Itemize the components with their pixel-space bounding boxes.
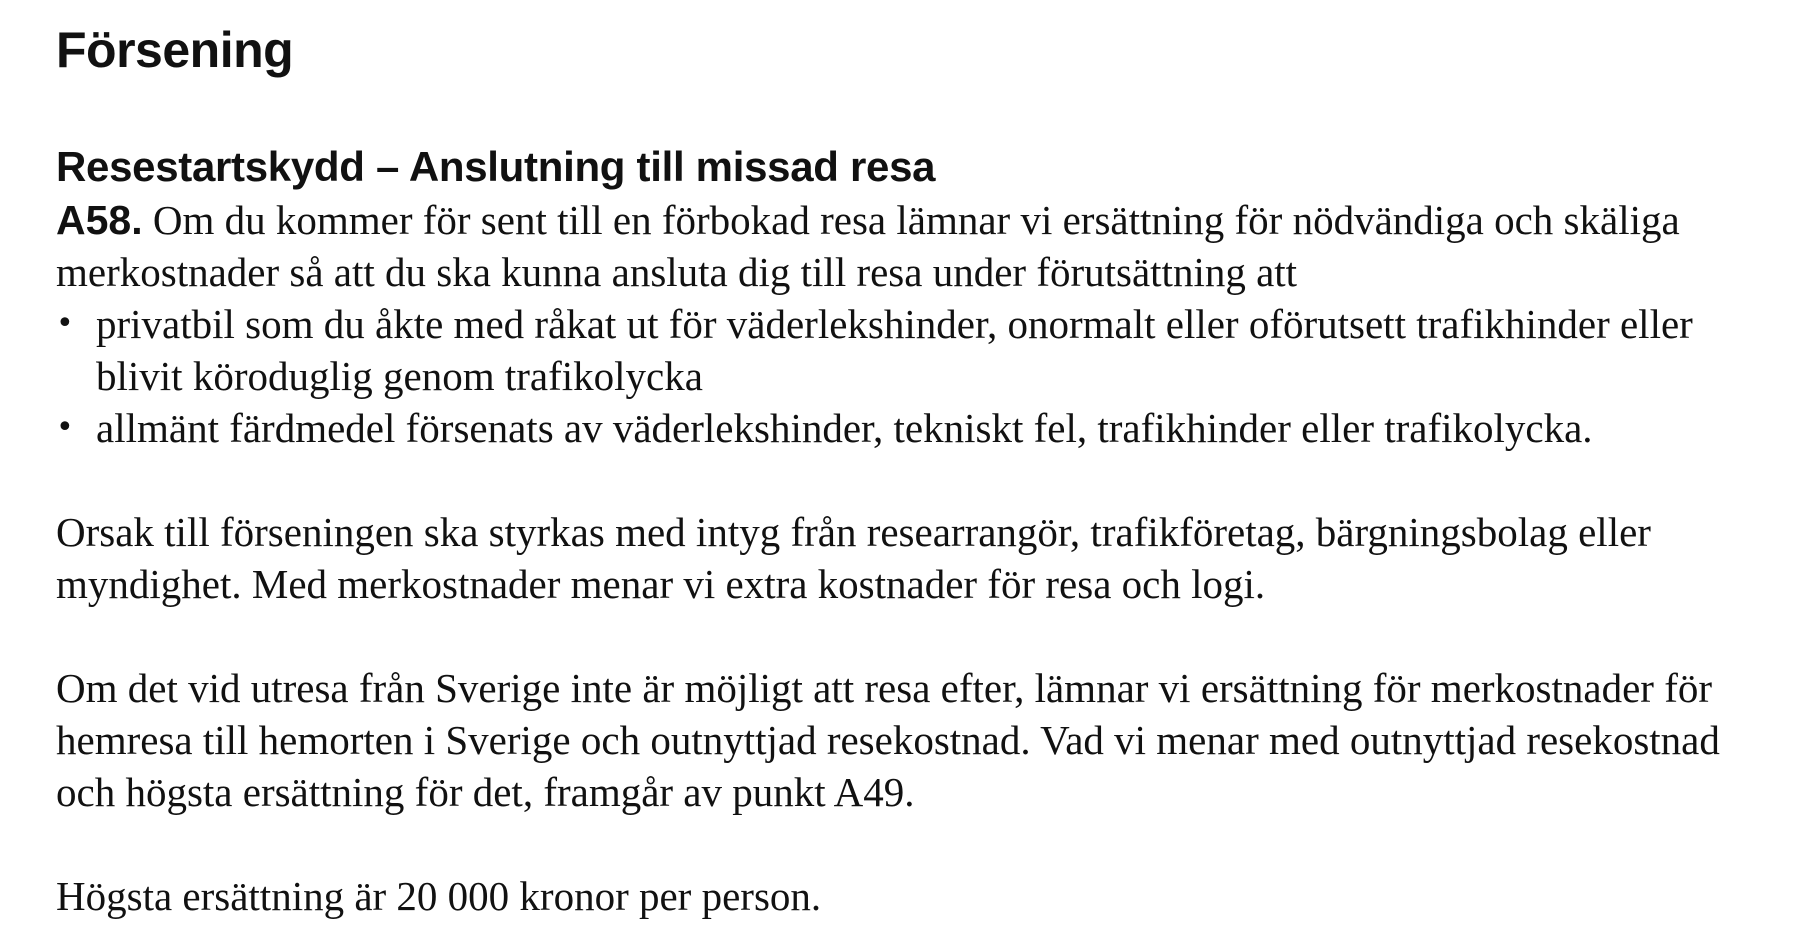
list-item	[56, 298, 1786, 402]
spacer	[56, 818, 1786, 870]
page-title: Försening	[56, 22, 294, 78]
intro-text: Om du kommer för sent till en förbokad resa lämnar vi ersättning för nödvändiga och skäliga merkostnader så att du ska kunna ansluta dig till resa under förutsättning att	[56, 197, 1680, 295]
paragraph-return-trip: Om det vid utresa från Sverige inte är möjligt att resa efter, lämnar vi ersättning för merkostnader för hemresa till hemorten i Sverige och outnyttjad resekostnad. Vad vi menar med outnyttjad resekostnad och högsta ersättning för det, framgår av punkt A49.	[56, 665, 1720, 815]
spacer	[56, 454, 1786, 506]
list-item-text: privatbil som du åkte med råkat ut för väderlekshinder, onormalt eller oförutsett trafikhinder eller blivit köroduglig genom trafikolycka	[96, 301, 1693, 399]
document-page	[56, 18, 1786, 922]
paragraph-number: A58.	[56, 197, 143, 243]
intro-paragraph	[56, 194, 1786, 298]
paragraph-proof: Orsak till förseningen ska styrkas med intyg från researrangör, trafikföretag, bärgningsbolag eller myndighet. Med merkostnader menar vi extra kostnader för resa och logi.	[56, 509, 1651, 607]
condition-list	[56, 298, 1786, 454]
spacer	[56, 610, 1786, 662]
bullet-icon: •	[56, 410, 74, 445]
list-item	[56, 402, 1786, 454]
section-heading: Resestartskydd – Anslutning till missad resa	[56, 143, 936, 190]
bullet-icon: •	[56, 306, 74, 341]
list-item-text: allmänt färdmedel försenats av väderlekshinder, tekniskt fel, trafikhinder eller trafikolycka.	[96, 405, 1593, 451]
paragraph-max-compensation: Högsta ersättning är 20 000 kronor per person.	[56, 873, 822, 919]
